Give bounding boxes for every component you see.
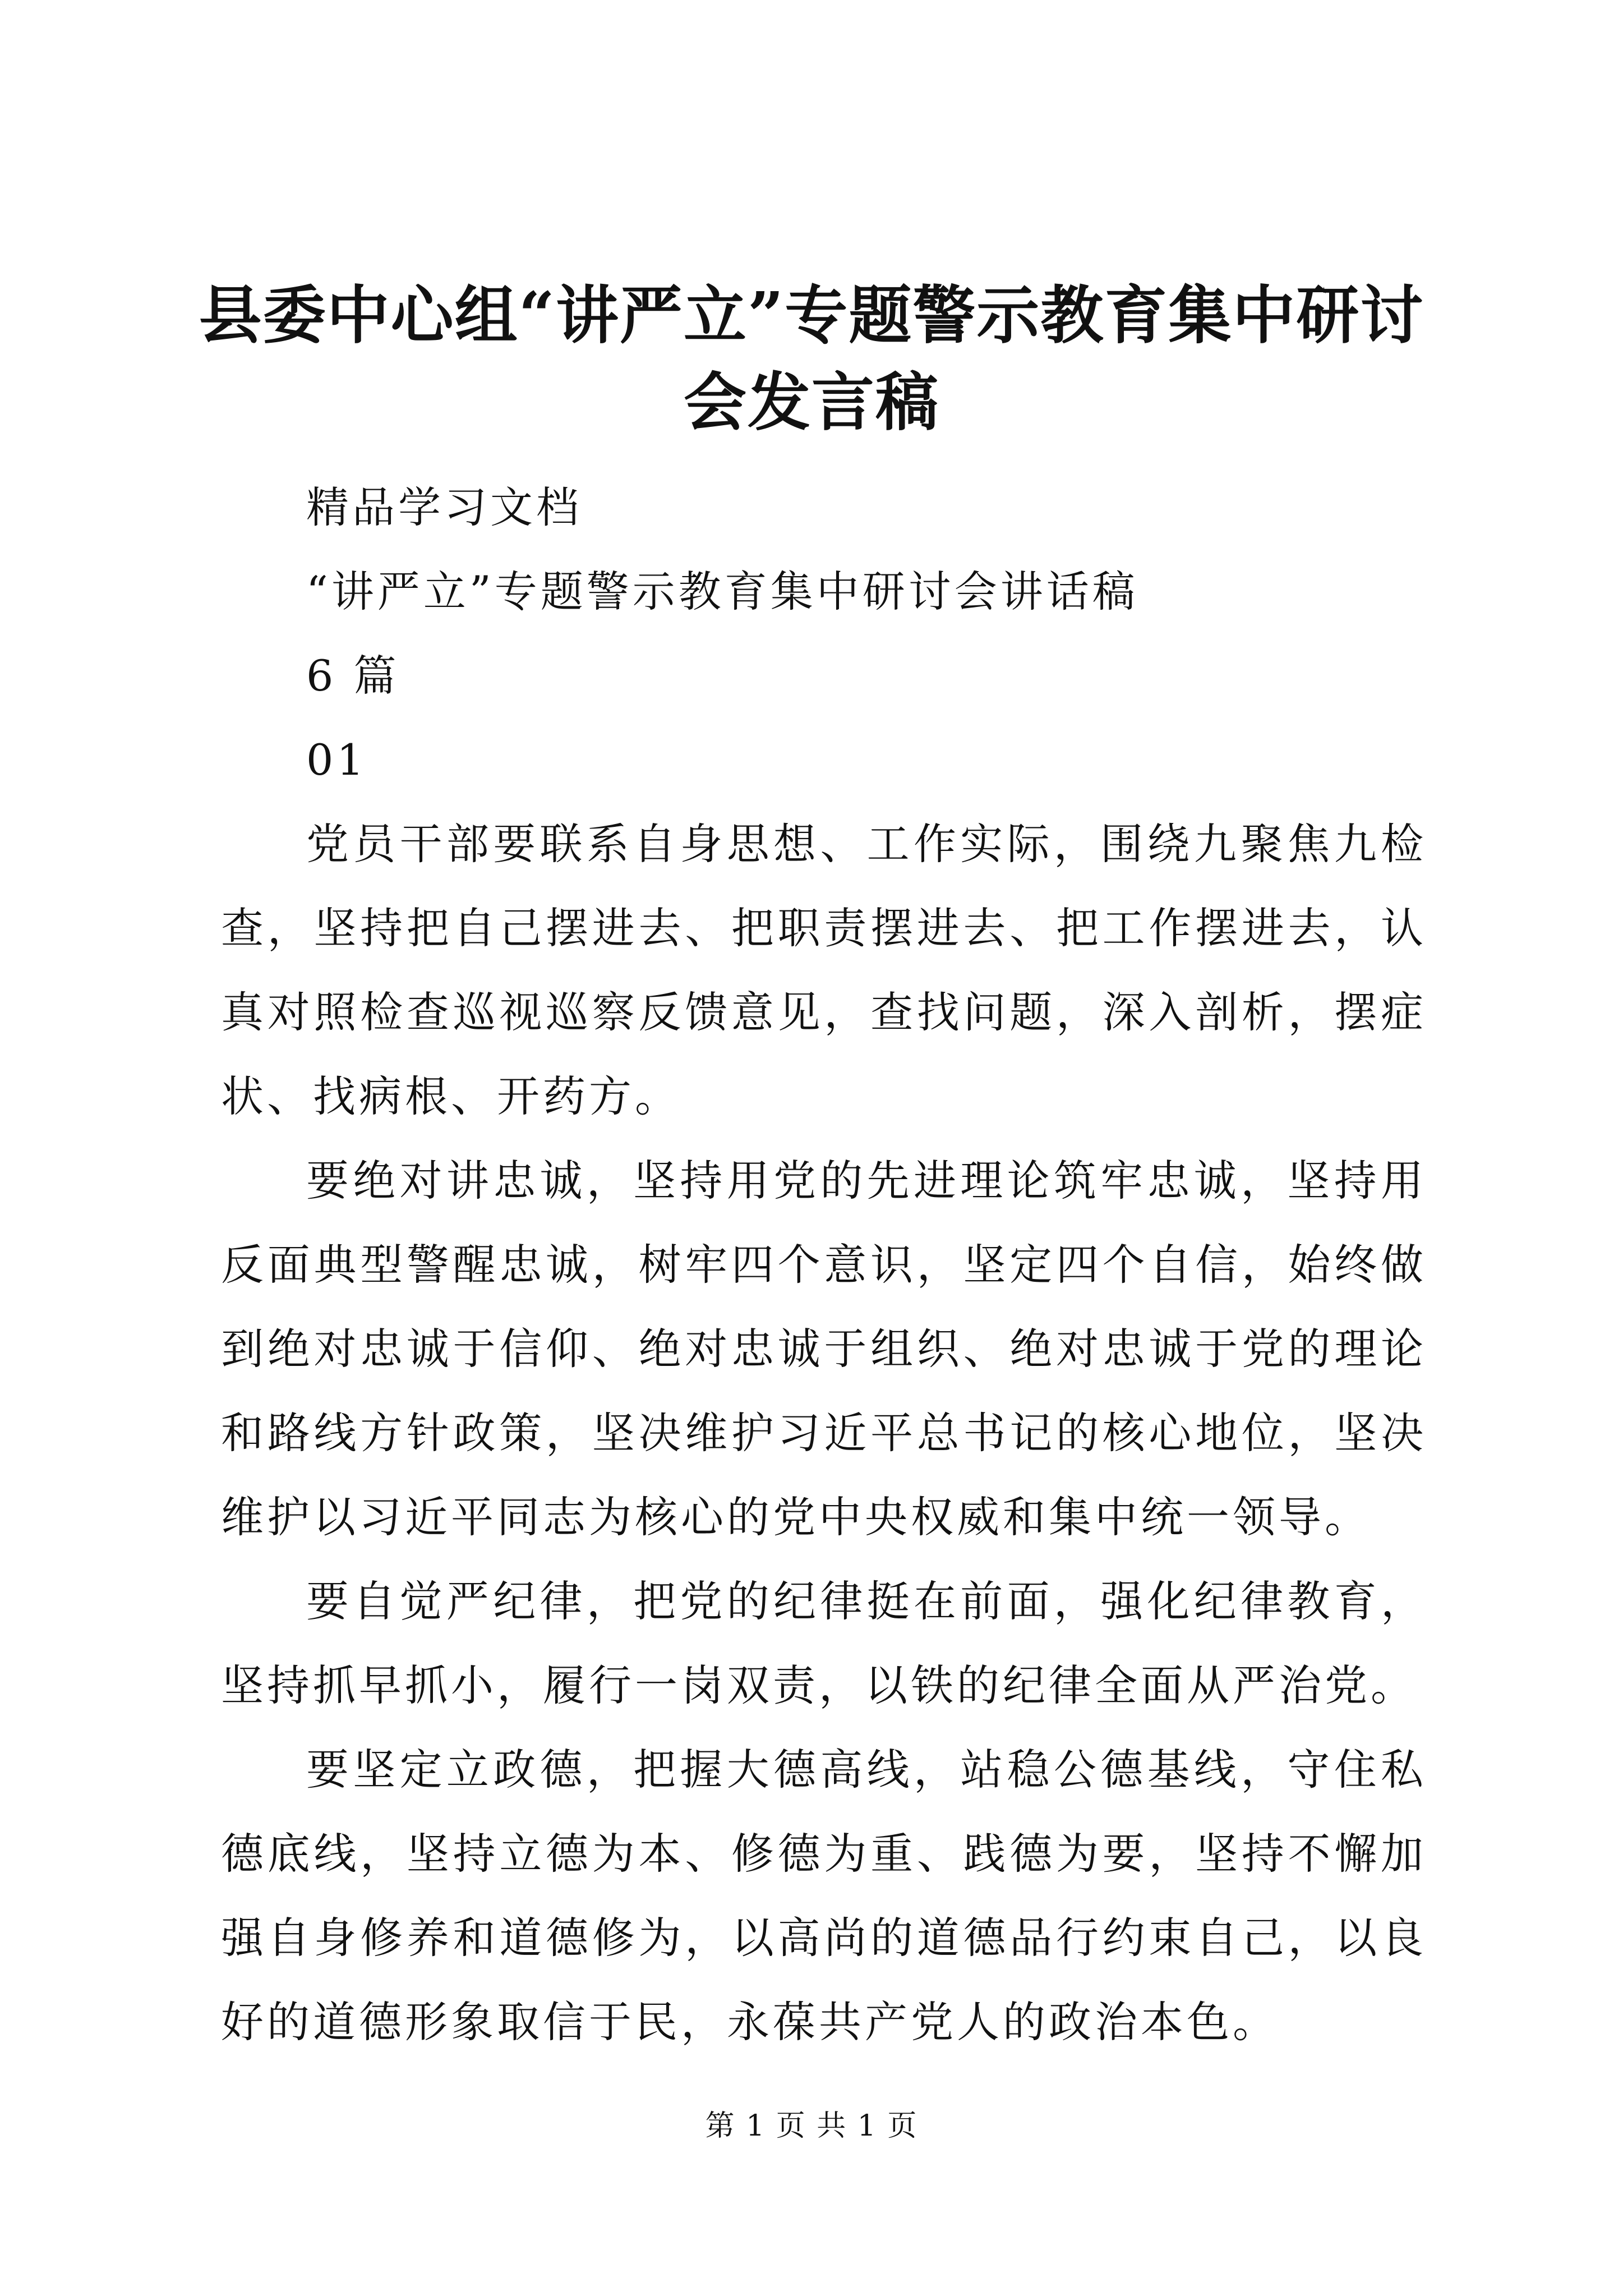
doc-label: 精品学习文档 — [306, 482, 582, 532]
doc-subtitle: “讲严立”专题警示教育集中研讨会讲话稿 — [306, 567, 1138, 616]
doc-section-number: 01 — [306, 735, 367, 785]
page-footer: 第 1 页 共 1 页 — [705, 2109, 918, 2143]
body-paragraph: 要绝对讲忠诚，坚持用党的先进理论筑牢忠诚，坚持用反面典型警醒忠诚，树牢四个意识，坚定四个自信，始终做到绝对忠诚于信仰、绝对忠诚于组织、绝对忠诚于党的理论和路线方针政策，坚决维护习近平总书记的核心地位，坚决维护以习近平同志为核心的党中央权威和集中统一领导。 — [221, 1156, 1427, 1542]
document-title: 县委中心组“讲严立”专题警示教育集中研讨会发言稿 — [199, 279, 1424, 439]
body-paragraph: 党员干部要联系自身思想、工作实际，围绕九聚焦九检查，坚持把自己摆进去、把职责摆进去、把工作摆进去，认真对照检查巡视巡察反馈意见，查找问题，深入剖析，摆症状、找病根、开药方。 — [221, 819, 1427, 1121]
document-body — [221, 466, 1427, 2064]
body-paragraph: 要坚定立政德，把握大德高线，站稳公德基线，守住私德底线，坚持立德为本、修德为重、践德为要，坚持不懈加强自身修养和道德修为，以高尚的道德品行约束自己，以良好的道德形象取信于民，永葆共产党人的政治本色。 — [221, 1745, 1427, 2047]
doc-count: 6 篇 — [306, 651, 400, 701]
body-paragraph: 要自觉严纪律，把党的纪律挺在前面，强化纪律教育，坚持抓早抓小，履行一岗双责，以铁的纪律全面从严治党。 — [221, 1576, 1427, 1710]
